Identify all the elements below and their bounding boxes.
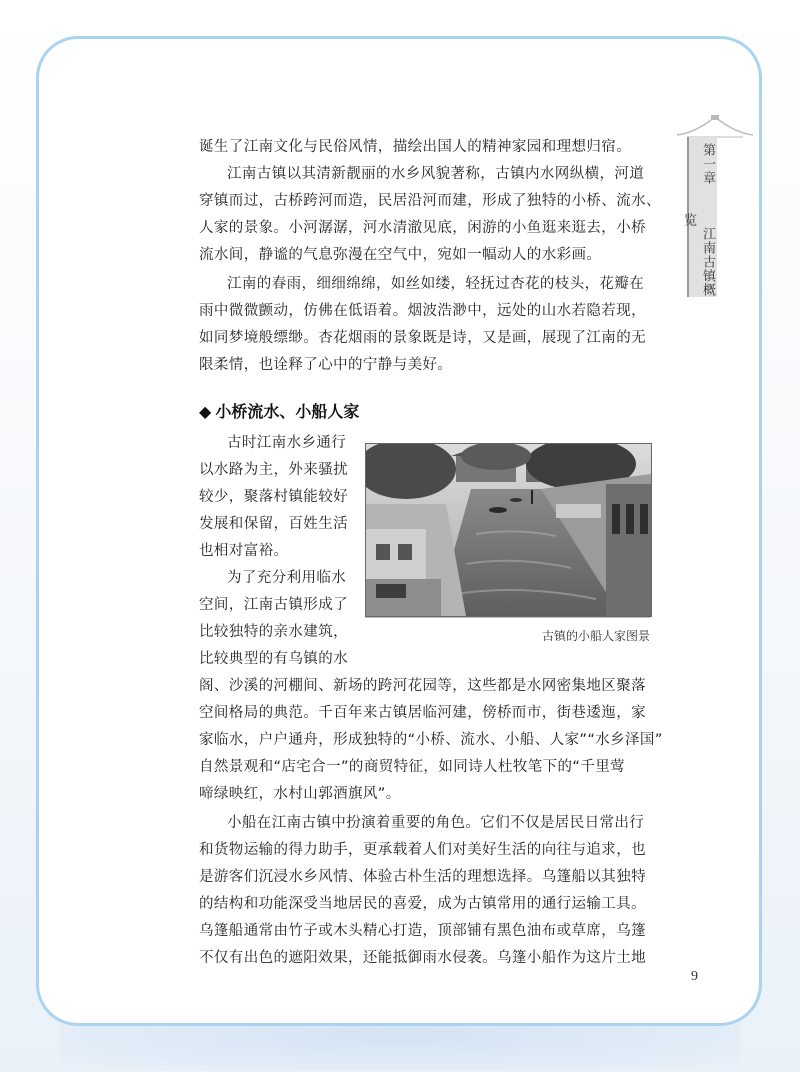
text-line: 啼绿映红，水村山郭酒旗风”。 [199,786,401,802]
text-line: 小船在江南古镇中扮演着重要的角色。它们不仅是居民日常出行 [227,815,645,831]
text-line: 也相对富裕。 [199,543,289,559]
text-line: 是游客们沉浸水乡风情、体验古朴生活的理想选择。乌篷船以其独特 [199,869,646,885]
text-line: 和货物运输的得力助手，更承载着人们对美好生活的向往与追求，也 [199,842,646,858]
book-page [36,36,762,1026]
text-line: 江南的春雨，细细绵绵，如丝如缕，轻抚过杏花的枝头，花瓣在 [227,276,645,292]
text-line: 流水间，静谧的气息弥漫在空气中，宛如一幅动人的水彩画。 [199,247,602,263]
chapter-title: 江南古镇概览 [681,213,715,297]
text-line: 比较独特的亲水建筑， [199,624,348,640]
chapter-label: 第一章 [700,143,715,185]
section-heading [199,399,359,422]
text-line: 空间，江南古镇形成了 [199,597,348,613]
figure-caption: 古镇的小船人家图景 [541,629,650,643]
text-line: 人家的景象。小河潺潺，河水清澈见底，闲游的小鱼逛来逛去，小桥 [199,220,646,236]
roof-ornament-icon [675,113,755,139]
text-line: 古时江南水乡通行 [227,435,347,451]
text-line: 穿镇而过，古桥跨河而造，民居沿河而建，形成了独特的小桥、流水、 [199,193,661,209]
text-line: 空间格局的典范。千百年来古镇居临河建，傍桥而市，街巷逶迤，家 [199,705,646,721]
canal-town-photo [365,443,652,617]
text-line: 比较典型的有乌镇的水 [199,651,348,667]
text-line: 较少，聚落村镇能较好 [199,489,348,505]
page-number: 9 [691,969,698,984]
diamond-bullet-icon: ◆ [199,402,212,421]
text-line: 如同梦境般缥缈。杏花烟雨的景象既是诗，又是画，展现了江南的无 [199,330,646,346]
text-line: 江南古镇以其清新靓丽的水乡风貌著称，古镇内水网纵横，河道 [227,166,645,182]
text-line: 为了充分利用临水 [227,570,347,586]
text-line: 阁、沙溪的河棚间、新场的跨河花园等，这些都是水网密集地区聚落 [199,678,646,694]
text-line: 发展和保留，百姓生活 [199,516,348,532]
text-line: 限柔情，也诠释了心中的宁静与美好。 [199,357,453,373]
text-line: 家临水，户户通舟，形成独特的“小桥、流水、小船、人家”“水乡泽国” [199,732,663,748]
text-line: 的结构和功能深受当地居民的喜爱，成为古镇常用的通行运输工具。 [199,896,646,912]
text-line: 不仅有出色的遮阳效果，还能抵御雨水侵袭。乌篷小船作为这片土地 [199,950,646,966]
caption-rule [365,617,650,618]
text-line: 诞生了江南文化与民俗风情，描绘出国人的精神家园和理想归宿。 [199,139,632,155]
text-line: 雨中微微颤动，仿佛在低语着。烟波浩渺中，远处的山水若隐若现， [199,303,646,319]
text-line: 乌篷船通常由竹子或木头精心打造，顶部铺有黑色油布或草席，乌篷 [199,923,646,939]
section-title: 小桥流水、小船人家 [215,402,360,421]
chapter-side-tab [681,137,717,297]
text-line: 以水路为主，外来骚扰 [199,462,348,478]
text-line: 自然景观和“店宅合一”的商贸特征，如同诗人杜牧笔下的“千里莺 [199,759,626,775]
